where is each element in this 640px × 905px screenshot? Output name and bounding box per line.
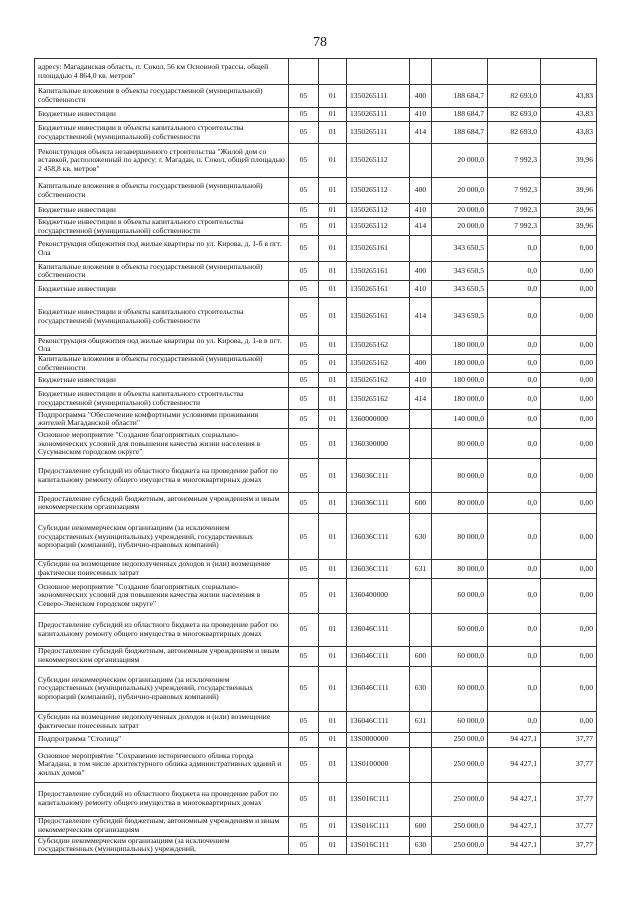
row-actual-amount: 0,0 [488, 514, 541, 560]
row-name: Бюджетные инвестиции [35, 281, 289, 298]
row-planned-amount: 20 000,0 [432, 218, 488, 236]
row-planned-amount: 60 000,0 [432, 613, 488, 646]
row-percent: 43,83 [541, 122, 597, 144]
table-row [35, 85, 597, 108]
row-percent: 39,96 [541, 218, 597, 236]
row-section: 05 [289, 459, 319, 493]
row-expense-type [410, 732, 432, 747]
row-name: Субсидии на возмещение недополученных доходов и (или) возмещение фактически понесенных затрат [35, 711, 289, 732]
row-actual-amount: 82 693,0 [488, 122, 541, 144]
row-actual-amount: 0,0 [488, 459, 541, 493]
row-section: 05 [289, 388, 319, 410]
row-percent: 0,00 [541, 388, 597, 410]
row-subsection: 01 [319, 514, 347, 560]
row-expense-type: 600 [410, 493, 432, 514]
row-section: 05 [289, 262, 319, 281]
row-percent: 37,77 [541, 732, 597, 747]
row-name: Капитальные вложения в объекты государственной (муниципальной) собственности [35, 85, 289, 108]
row-name: Бюджетные инвестиции в объекты капитального строительства государственной (муниципальной) собственности [35, 298, 289, 336]
row-target-article: 136046С111 [347, 613, 410, 646]
row-percent: 0,00 [541, 336, 597, 355]
row-section: 05 [289, 298, 319, 336]
table-row [35, 493, 597, 514]
row-section: 05 [289, 281, 319, 298]
row-planned-amount: 250 000,0 [432, 732, 488, 747]
row-actual-amount: 7 992,3 [488, 204, 541, 218]
row-target-article: 136046С111 [347, 666, 410, 711]
row-planned-amount: 60 000,0 [432, 646, 488, 666]
row-name: Реконструкция общежития под жилые квартиры по ул. Кирова, д. 1-б в пгт. Ола [35, 236, 289, 262]
row-planned-amount: 180 000,0 [432, 388, 488, 410]
row-target-article: 136036С111 [347, 459, 410, 493]
row-expense-type: 400 [410, 178, 432, 204]
row-section: 05 [289, 373, 319, 388]
row-expense-type [410, 59, 432, 85]
row-planned-amount: 60 000,0 [432, 666, 488, 711]
row-planned-amount: 343 650,5 [432, 281, 488, 298]
row-expense-type [410, 578, 432, 613]
row-actual-amount: 82 693,0 [488, 108, 541, 122]
row-name: Реконструкция общежития под жилые квартиры по ул. Кирова, д. 1-в в пгт. Ола [35, 336, 289, 355]
table-row [35, 262, 597, 281]
row-name: Основное мероприятие "Создание благоприятных социально-экономических условий для повышения качества жизни населения в Сусуманском городском округе" [35, 429, 289, 459]
row-expense-type: 600 [410, 646, 432, 666]
row-section: 05 [289, 560, 319, 578]
row-actual-amount: 0,0 [488, 410, 541, 429]
row-percent: 0,00 [541, 646, 597, 666]
row-name: Бюджетные инвестиции в объекты капитального строительства государственной (муниципальной) собственности [35, 218, 289, 236]
row-planned-amount: 140 000,0 [432, 410, 488, 429]
row-percent: 0,00 [541, 236, 597, 262]
row-subsection: 01 [319, 646, 347, 666]
row-planned-amount: 80 000,0 [432, 560, 488, 578]
row-target-article [347, 59, 410, 85]
table-row [35, 388, 597, 410]
table-row [35, 178, 597, 204]
row-name: Бюджетные инвестиции [35, 108, 289, 122]
row-name: Субсидии на возмещение недополученных доходов и (или) возмещение фактически понесенных затрат [35, 560, 289, 578]
row-actual-amount: 0,0 [488, 388, 541, 410]
row-section [289, 59, 319, 85]
row-actual-amount: 0,0 [488, 646, 541, 666]
row-subsection: 01 [319, 747, 347, 782]
row-section: 05 [289, 204, 319, 218]
row-section: 05 [289, 613, 319, 646]
row-name: Предоставление субсидий бюджетным, автономным учреждениям и иным некоммерческим организациям [35, 493, 289, 514]
row-target-article: 13S016С111 [347, 782, 410, 816]
row-percent: 39,96 [541, 144, 597, 178]
row-name: Субсидии некоммерческим организациям (за исключением государственных (муниципальных) учреждений, государственных корпораций (компаний), публично-правовых компаний) [35, 514, 289, 560]
row-planned-amount: 20 000,0 [432, 178, 488, 204]
row-actual-amount: 94 427,1 [488, 816, 541, 836]
row-actual-amount: 94 427,1 [488, 782, 541, 816]
row-section: 05 [289, 108, 319, 122]
row-subsection: 01 [319, 732, 347, 747]
row-actual-amount: 0,0 [488, 711, 541, 732]
row-section: 05 [289, 711, 319, 732]
row-target-article: 1360300000 [347, 429, 410, 459]
row-target-article: 1350265162 [347, 388, 410, 410]
row-subsection: 01 [319, 493, 347, 514]
row-percent: 0,00 [541, 459, 597, 493]
row-subsection: 01 [319, 178, 347, 204]
row-subsection: 01 [319, 281, 347, 298]
row-expense-type [410, 429, 432, 459]
row-expense-type [410, 410, 432, 429]
row-target-article: 13S0100000 [347, 747, 410, 782]
row-expense-type: 410 [410, 204, 432, 218]
row-actual-amount: 0,0 [488, 493, 541, 514]
table-row [35, 218, 597, 236]
budget-table [34, 58, 597, 855]
table-row [35, 336, 597, 355]
table-row [35, 732, 597, 747]
row-planned-amount: 343 650,5 [432, 236, 488, 262]
row-name: Реконструкция объекта незавершенного строительства "Жилой дом со вставкой, расположенный по адресу: г. Магадан, п. Сокол, общей площадью 2 458,8 кв. метров" [35, 144, 289, 178]
row-actual-amount: 7 992,3 [488, 218, 541, 236]
row-target-article: 1350265111 [347, 85, 410, 108]
row-percent: 0,00 [541, 613, 597, 646]
row-planned-amount: 188 684,7 [432, 122, 488, 144]
row-name: Предоставление субсидий бюджетным, автономным учреждениям и иным некоммерческим организациям [35, 816, 289, 836]
row-planned-amount: 80 000,0 [432, 514, 488, 560]
table-row [35, 355, 597, 373]
row-target-article: 13S016С111 [347, 836, 410, 854]
row-actual-amount: 94 427,1 [488, 747, 541, 782]
row-target-article: 1350265112 [347, 218, 410, 236]
row-target-article: 1350265111 [347, 108, 410, 122]
row-planned-amount: 80 000,0 [432, 459, 488, 493]
row-expense-type: 630 [410, 836, 432, 854]
row-subsection: 01 [319, 236, 347, 262]
row-actual-amount: 7 992,3 [488, 178, 541, 204]
row-percent: 37,77 [541, 782, 597, 816]
row-section: 05 [289, 122, 319, 144]
row-target-article: 1350265162 [347, 355, 410, 373]
row-actual-amount: 0,0 [488, 298, 541, 336]
row-name: Основное мероприятие "Сохранение исторического облика города Магадана, в том числе архитектурного облика административных зданий и жилых домов" [35, 747, 289, 782]
table-row [35, 373, 597, 388]
row-name: Бюджетные инвестиции в объекты капитального строительства государственной (муниципальной) собственности [35, 122, 289, 144]
row-expense-type: 410 [410, 281, 432, 298]
row-actual-amount: 94 427,1 [488, 732, 541, 747]
row-section: 05 [289, 178, 319, 204]
table-row [35, 747, 597, 782]
row-planned-amount: 60 000,0 [432, 578, 488, 613]
row-section: 05 [289, 747, 319, 782]
row-name: Субсидии некоммерческим организациям (за исключением государственных (муниципальных) учреждений, государственных корпораций (компаний), публично-правовых компаний) [35, 666, 289, 711]
row-percent: 0,00 [541, 298, 597, 336]
row-subsection: 01 [319, 355, 347, 373]
row-expense-type: 400 [410, 355, 432, 373]
row-target-article: 1350265162 [347, 373, 410, 388]
row-target-article: 1350265161 [347, 262, 410, 281]
row-name: Предоставление субсидий бюджетным, автономным учреждениям и иным некоммерческим организациям [35, 646, 289, 666]
row-percent: 0,00 [541, 281, 597, 298]
row-subsection: 01 [319, 298, 347, 336]
table-row [35, 144, 597, 178]
row-target-article: 136046С111 [347, 646, 410, 666]
row-actual-amount: 0,0 [488, 578, 541, 613]
table-row [35, 666, 597, 711]
row-actual-amount: 0,0 [488, 355, 541, 373]
row-section: 05 [289, 410, 319, 429]
row-section: 05 [289, 666, 319, 711]
row-section: 05 [289, 578, 319, 613]
row-actual-amount: 0,0 [488, 236, 541, 262]
row-planned-amount: 250 000,0 [432, 747, 488, 782]
table-row [35, 613, 597, 646]
row-name: Бюджетные инвестиции [35, 373, 289, 388]
row-target-article: 1350265112 [347, 204, 410, 218]
row-subsection: 01 [319, 560, 347, 578]
row-percent: 37,77 [541, 747, 597, 782]
row-percent: 37,77 [541, 836, 597, 854]
row-planned-amount: 180 000,0 [432, 355, 488, 373]
row-actual-amount: 7 992,3 [488, 144, 541, 178]
row-target-article: 136036С111 [347, 514, 410, 560]
row-expense-type: 400 [410, 85, 432, 108]
row-planned-amount: 343 650,5 [432, 262, 488, 281]
table-row [35, 836, 597, 854]
row-section: 05 [289, 782, 319, 816]
row-expense-type: 630 [410, 666, 432, 711]
row-subsection [319, 59, 347, 85]
row-percent: 0,00 [541, 666, 597, 711]
row-planned-amount: 180 000,0 [432, 373, 488, 388]
row-expense-type [410, 236, 432, 262]
row-expense-type: 414 [410, 388, 432, 410]
row-target-article: 13S0000000 [347, 732, 410, 747]
table-row [35, 298, 597, 336]
row-section: 05 [289, 836, 319, 854]
row-actual-amount: 0,0 [488, 373, 541, 388]
row-name: Бюджетные инвестиции в объекты капитального строительства государственной (муниципальной) собственности [35, 388, 289, 410]
row-subsection: 01 [319, 85, 347, 108]
row-target-article: 136046С111 [347, 711, 410, 732]
row-name: Предоставление субсидий из областного бюджета на проведение работ по капитальному ремонту общего имущества в многоквартирных домах [35, 782, 289, 816]
table-row [35, 122, 597, 144]
row-expense-type: 400 [410, 262, 432, 281]
table-row [35, 514, 597, 560]
row-target-article: 1360000000 [347, 410, 410, 429]
row-percent: 43,83 [541, 108, 597, 122]
row-expense-type [410, 459, 432, 493]
row-expense-type [410, 613, 432, 646]
row-subsection: 01 [319, 429, 347, 459]
row-target-article: 1350265162 [347, 336, 410, 355]
row-section: 05 [289, 816, 319, 836]
row-actual-amount: 94 427,1 [488, 836, 541, 854]
row-subsection: 01 [319, 204, 347, 218]
row-expense-type [410, 782, 432, 816]
row-percent: 0,00 [541, 711, 597, 732]
row-actual-amount [488, 59, 541, 85]
row-section: 05 [289, 646, 319, 666]
table-row [35, 816, 597, 836]
row-percent: 37,77 [541, 816, 597, 836]
row-percent: 0,00 [541, 262, 597, 281]
row-actual-amount: 0,0 [488, 666, 541, 711]
row-subsection: 01 [319, 410, 347, 429]
row-name: Капитальные вложения в объекты государственной (муниципальной) собственности [35, 355, 289, 373]
row-name: Подпрограмма "Столица" [35, 732, 289, 747]
row-target-article: 136036С111 [347, 560, 410, 578]
row-target-article: 1350265161 [347, 281, 410, 298]
row-actual-amount: 0,0 [488, 336, 541, 355]
row-planned-amount: 20 000,0 [432, 144, 488, 178]
row-subsection: 01 [319, 336, 347, 355]
row-section: 05 [289, 144, 319, 178]
row-percent: 0,00 [541, 429, 597, 459]
table-row [35, 646, 597, 666]
row-percent: 0,00 [541, 355, 597, 373]
table-row [35, 236, 597, 262]
row-name: Капитальные вложения в объекты государственной (муниципальной) собственности [35, 178, 289, 204]
row-name: адресу: Магаданская область, п. Сокол, 56 км Основной трассы, общей площадью 4 864,0 кв. метров" [35, 59, 289, 85]
row-percent: 0,00 [541, 560, 597, 578]
row-section: 05 [289, 85, 319, 108]
row-actual-amount: 0,0 [488, 613, 541, 646]
row-percent: 0,00 [541, 410, 597, 429]
row-actual-amount: 82 693,0 [488, 85, 541, 108]
row-percent [541, 59, 597, 85]
table-row [35, 108, 597, 122]
row-expense-type: 631 [410, 560, 432, 578]
row-section: 05 [289, 514, 319, 560]
row-expense-type: 414 [410, 298, 432, 336]
row-subsection: 01 [319, 262, 347, 281]
table-row [35, 782, 597, 816]
row-actual-amount: 0,0 [488, 560, 541, 578]
row-name: Основное мероприятие "Создание благоприятных социально-экономических условий для повышения качества жизни населения в Северо-Эвенском городском округе" [35, 578, 289, 613]
row-expense-type [410, 144, 432, 178]
row-expense-type: 600 [410, 816, 432, 836]
row-section: 05 [289, 732, 319, 747]
row-subsection: 01 [319, 816, 347, 836]
row-expense-type: 410 [410, 108, 432, 122]
row-planned-amount: 250 000,0 [432, 782, 488, 816]
row-subsection: 01 [319, 122, 347, 144]
row-actual-amount: 0,0 [488, 429, 541, 459]
row-expense-type: 631 [410, 711, 432, 732]
row-expense-type [410, 747, 432, 782]
row-percent: 43,83 [541, 85, 597, 108]
table-row [35, 281, 597, 298]
row-expense-type: 414 [410, 218, 432, 236]
row-target-article: 1350265111 [347, 122, 410, 144]
table-row [35, 578, 597, 613]
row-target-article: 136036С111 [347, 493, 410, 514]
row-planned-amount: 250 000,0 [432, 816, 488, 836]
table-row [35, 560, 597, 578]
row-planned-amount: 180 000,0 [432, 336, 488, 355]
row-subsection: 01 [319, 666, 347, 711]
row-percent: 0,00 [541, 578, 597, 613]
row-subsection: 01 [319, 218, 347, 236]
table-row [35, 59, 597, 85]
table-row [35, 204, 597, 218]
row-target-article: 1360400000 [347, 578, 410, 613]
table-row [35, 711, 597, 732]
row-section: 05 [289, 236, 319, 262]
row-percent: 0,00 [541, 493, 597, 514]
row-section: 05 [289, 429, 319, 459]
row-percent: 0,00 [541, 373, 597, 388]
row-expense-type: 414 [410, 122, 432, 144]
row-planned-amount: 250 000,0 [432, 836, 488, 854]
row-name: Бюджетные инвестиции [35, 204, 289, 218]
row-subsection: 01 [319, 459, 347, 493]
row-subsection: 01 [319, 578, 347, 613]
row-actual-amount: 0,0 [488, 281, 541, 298]
table-row [35, 429, 597, 459]
row-subsection: 01 [319, 388, 347, 410]
row-planned-amount: 343 650,5 [432, 298, 488, 336]
row-expense-type [410, 336, 432, 355]
row-planned-amount [432, 59, 488, 85]
row-target-article: 1350265161 [347, 236, 410, 262]
page-number: 78 [313, 35, 327, 50]
row-section: 05 [289, 336, 319, 355]
row-planned-amount: 60 000,0 [432, 711, 488, 732]
row-name: Субсидии некоммерческим организациям (за исключением государственных (муниципальных) учреждений, [35, 836, 289, 854]
row-section: 05 [289, 355, 319, 373]
row-percent: 39,96 [541, 204, 597, 218]
row-percent: 0,00 [541, 514, 597, 560]
row-actual-amount: 0,0 [488, 262, 541, 281]
row-planned-amount: 188 684,7 [432, 108, 488, 122]
row-target-article: 13S016С111 [347, 816, 410, 836]
row-target-article: 1350265112 [347, 144, 410, 178]
row-subsection: 01 [319, 108, 347, 122]
row-planned-amount: 20 000,0 [432, 204, 488, 218]
row-subsection: 01 [319, 782, 347, 816]
row-subsection: 01 [319, 144, 347, 178]
row-expense-type: 410 [410, 373, 432, 388]
row-name: Предоставление субсидий из областного бюджета на проведение работ по капитальному ремонту общего имущества в многоквартирных домах [35, 613, 289, 646]
row-target-article: 1350265161 [347, 298, 410, 336]
row-planned-amount: 188 684,7 [432, 85, 488, 108]
row-name: Капитальные вложения в объекты государственной (муниципальной) собственности [35, 262, 289, 281]
row-section: 05 [289, 493, 319, 514]
row-name: Предоставление субсидий из областного бюджета на проведение работ по капитальному ремонту общего имущества в многоквартирных домах [35, 459, 289, 493]
row-subsection: 01 [319, 836, 347, 854]
row-subsection: 01 [319, 613, 347, 646]
table-row [35, 459, 597, 493]
row-expense-type: 630 [410, 514, 432, 560]
row-target-article: 1350265112 [347, 178, 410, 204]
row-section: 05 [289, 218, 319, 236]
row-subsection: 01 [319, 711, 347, 732]
row-planned-amount: 80 000,0 [432, 429, 488, 459]
row-subsection: 01 [319, 373, 347, 388]
row-name: Подпрограмма "Обеспечение комфортными условиями проживания жителей Магаданской области" [35, 410, 289, 429]
row-planned-amount: 80 000,0 [432, 493, 488, 514]
row-percent: 39,96 [541, 178, 597, 204]
table-row [35, 410, 597, 429]
